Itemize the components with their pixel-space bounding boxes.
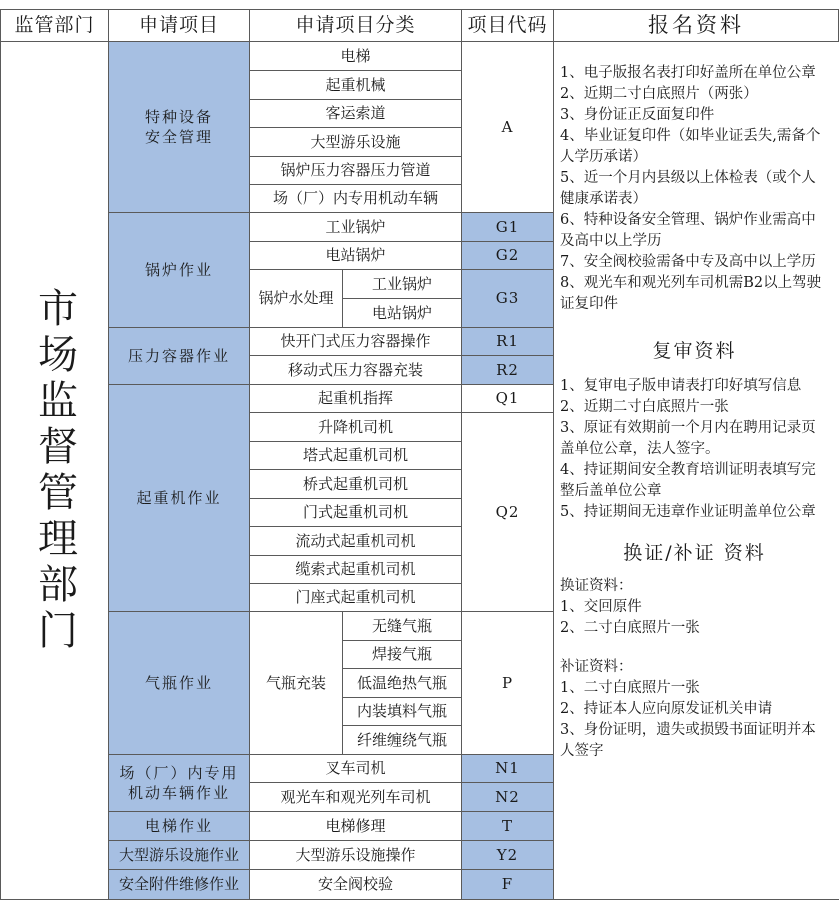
group-elevator: 电梯作业 bbox=[108, 811, 250, 841]
code-N1: N1 bbox=[461, 754, 554, 783]
reissue-item: 1、二寸白底照片一张 bbox=[560, 680, 700, 696]
review-title: 复审资料 bbox=[652, 340, 737, 362]
review-item: 2、近期二寸白底照片一张 bbox=[560, 399, 729, 415]
code-G1: G1 bbox=[461, 212, 554, 242]
item-power-station-boiler: 电站锅炉 bbox=[249, 241, 462, 270]
group-special-equipment: 特种设备 安全管理 bbox=[108, 41, 250, 213]
item-industrial-boiler: 工业锅炉 bbox=[249, 212, 462, 242]
header-project: 申请项目 bbox=[108, 9, 250, 42]
code-R2: R2 bbox=[461, 355, 554, 385]
materials-panel bbox=[553, 41, 839, 900]
code-P: P bbox=[461, 611, 554, 755]
item-crane-command: 起重机指挥 bbox=[249, 384, 462, 413]
code-Q2: Q2 bbox=[461, 412, 554, 612]
item-lift-driver: 升降机司机 bbox=[249, 412, 462, 442]
item-seamless-cylinder: 无缝气瓶 bbox=[342, 611, 462, 641]
code-G2: G2 bbox=[461, 241, 554, 270]
item-tower-crane: 塔式起重机司机 bbox=[249, 441, 462, 470]
item-wt-power-station-boiler: 电站锅炉 bbox=[342, 298, 462, 328]
apply-item: 5、近一个月内县级以上体检表（或个人健康承诺表） bbox=[560, 170, 816, 207]
renew-item: 1、交回原件 bbox=[560, 599, 642, 615]
renew-item: 2、二寸白底照片一张 bbox=[560, 620, 700, 636]
apply-item: 2、近期二寸白底照片（两张） bbox=[560, 86, 758, 102]
review-item: 5、持证期间无违章作业证明盖单位公章 bbox=[560, 504, 816, 520]
item-gantry-crane: 门式起重机司机 bbox=[249, 498, 462, 527]
group-vehicle: 场（厂）内专用 机动车辆作业 bbox=[108, 754, 250, 812]
item-mobile-pressure: 移动式压力容器充装 bbox=[249, 355, 462, 385]
group-boiler: 锅炉作业 bbox=[108, 212, 250, 328]
item-cable-crane: 缆索式起重机司机 bbox=[249, 555, 462, 584]
department-name: 市场监督管理部门 bbox=[31, 286, 78, 655]
reissue-item: 2、持证本人应向原发证机关申请 bbox=[560, 701, 773, 717]
item-fiber-cylinder: 纤维缠绕气瓶 bbox=[342, 725, 462, 755]
review-item: 3、原证有效期前一个月内在聘用记录页盖单位公章，法人签字。 bbox=[560, 420, 816, 457]
group-gas-cylinder: 气瓶作业 bbox=[108, 611, 250, 755]
item-mobile-crane: 流动式起重机司机 bbox=[249, 526, 462, 556]
code-A: A bbox=[461, 41, 554, 213]
renew-label: 换证资料： bbox=[560, 578, 633, 594]
code-R1: R1 bbox=[461, 327, 554, 356]
header-code: 项目代码 bbox=[461, 9, 554, 42]
apply-item: 6、特种设备安全管理、锅炉作业需高中及高中以上学历 bbox=[560, 212, 816, 249]
review-item: 4、持证期间安全教育培训证明表填写完整后盖单位公章 bbox=[560, 462, 816, 499]
apply-item: 7、安全阀校验需备中专及高中以上学历 bbox=[560, 254, 816, 270]
item-boiler-pressure: 锅炉压力容器压力管道 bbox=[249, 156, 462, 185]
code-N2: N2 bbox=[461, 782, 554, 812]
code-T: T bbox=[461, 811, 554, 841]
item-wt-industrial-boiler: 工业锅炉 bbox=[342, 269, 462, 299]
group-pressure-vessel: 压力容器作业 bbox=[108, 327, 250, 385]
item-cylinder-filling: 气瓶充装 bbox=[249, 611, 343, 755]
department-cell bbox=[0, 41, 109, 900]
item-bridge-crane: 桥式起重机司机 bbox=[249, 469, 462, 499]
group-crane: 起重机作业 bbox=[108, 384, 250, 612]
header-department: 监管部门 bbox=[0, 9, 109, 42]
apply-item: 3、身份证正反面复印件 bbox=[560, 107, 715, 123]
item-amusement-operation: 大型游乐设施操作 bbox=[249, 840, 462, 870]
code-Q1: Q1 bbox=[461, 384, 554, 413]
item-elevator: 电梯 bbox=[249, 41, 462, 71]
code-G3: G3 bbox=[461, 269, 554, 328]
header-materials: 报名资料 bbox=[553, 9, 839, 42]
item-amusement-facility: 大型游乐设施 bbox=[249, 127, 462, 157]
apply-item: 1、电子版报名表打印好盖所在单位公章 bbox=[560, 65, 816, 81]
review-item: 1、复审电子版申请表打印好填写信息 bbox=[560, 378, 802, 394]
reissue-item: 3、身份证明，遗失或损毁书面证明并本人签字 bbox=[560, 722, 816, 759]
group-amusement: 大型游乐设施作业 bbox=[108, 840, 250, 870]
item-portal-crane: 门座式起重机司机 bbox=[249, 583, 462, 612]
item-ropeway: 客运索道 bbox=[249, 99, 462, 128]
item-crane-machinery: 起重机械 bbox=[249, 70, 462, 100]
item-forklift: 叉车司机 bbox=[249, 754, 462, 783]
apply-item: 8、观光车和观光列车司机需B2以上驾驶证复印件 bbox=[560, 275, 822, 312]
reissue-label: 补证资料： bbox=[560, 659, 633, 675]
item-welded-cylinder: 焊接气瓶 bbox=[342, 640, 462, 669]
apply-item: 4、毕业证复印件（如毕业证丢失,需备个人学历承诺） bbox=[560, 128, 821, 165]
group-safety-accessory: 安全附件维修作业 bbox=[108, 869, 250, 900]
item-packed-cylinder: 内装填料气瓶 bbox=[342, 697, 462, 726]
item-sightseeing: 观光车和观光列车司机 bbox=[249, 782, 462, 812]
item-quick-door: 快开门式压力容器操作 bbox=[249, 327, 462, 356]
item-elevator-repair: 电梯修理 bbox=[249, 811, 462, 841]
header-category: 申请项目分类 bbox=[249, 9, 462, 42]
renew-title: 换证/补证 资料 bbox=[623, 542, 766, 564]
code-Y2: Y2 bbox=[461, 840, 554, 870]
item-vehicle-in-site: 场（厂）内专用机动车辆 bbox=[249, 184, 462, 213]
item-boiler-water-treatment: 锅炉水处理 bbox=[249, 269, 343, 328]
item-cryogenic-cylinder: 低温绝热气瓶 bbox=[342, 668, 462, 698]
item-safety-valve: 安全阀校验 bbox=[249, 869, 462, 900]
code-F: F bbox=[461, 869, 554, 900]
